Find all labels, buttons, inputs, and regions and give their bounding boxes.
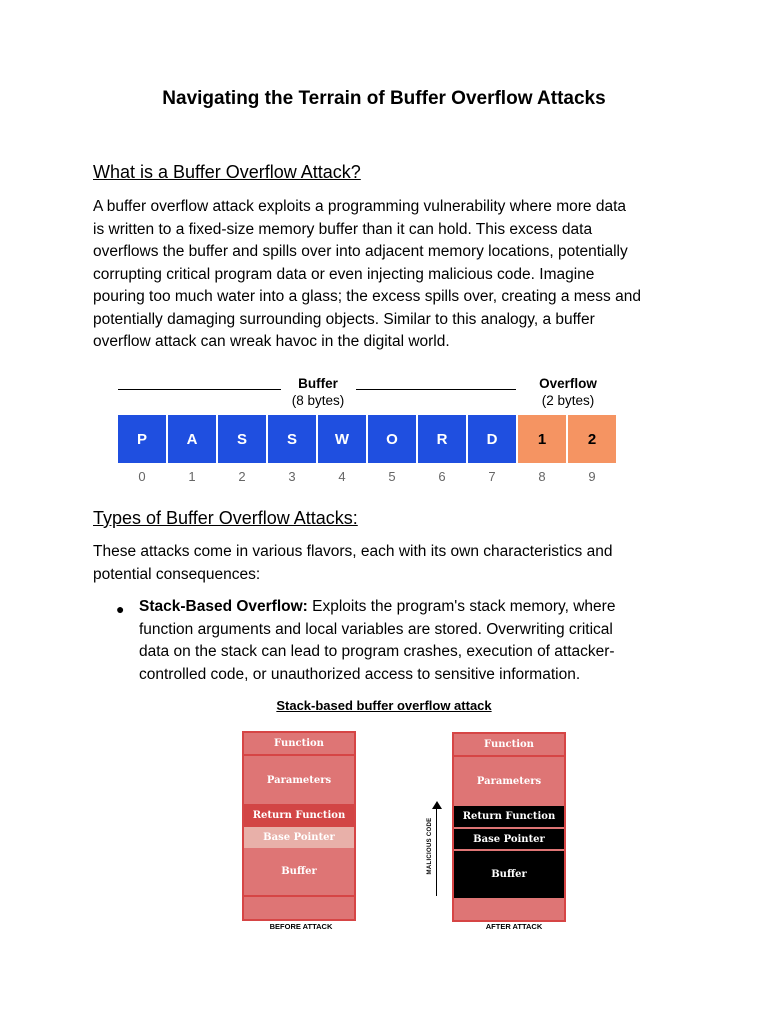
arrow-shaft [436,808,437,896]
cell-index: 0 [138,469,146,484]
bullet-stack-based: Stack-Based Overflow: Exploits the program's stack memory, where function arguments and local variables are stored. Overwriting critical data on the stack can lead to program crashes, execution of attacker- controlled code, or unauthorized access to sensitive information. [139,598,616,683]
cell-index: 6 [438,469,446,484]
buffer-rule-left [118,389,281,390]
bullet-icon: ● [116,601,125,617]
caption-before: BEFORE ATTACK [269,922,333,931]
caption-after: AFTER ATTACK [485,922,543,931]
stack-segment-parameters: Parameters [266,774,332,786]
stack-before [242,731,356,921]
buffer-cell: A [168,415,216,463]
cell-index: 8 [538,469,546,484]
buffer-cell: S [268,415,316,463]
buffer-cell: O [368,415,416,463]
overflow-cell: 1 [518,415,566,463]
buffer-cell: P [118,415,166,463]
stack-segment-base-pointer: Base Pointer [454,829,564,849]
buffer-size: (8 bytes) [291,393,345,408]
buffer-cell: S [218,415,266,463]
buffer-label: Buffer [298,376,338,391]
section-heading-what-is: What is a Buffer Overflow Attack? [93,162,361,182]
cell-index: 3 [288,469,296,484]
cell-index: 5 [388,469,396,484]
overflow-group-label [518,375,618,409]
intro-paragraph: A buffer overflow attack exploits a programming vulnerability where more data is written to a fixed-size memory buffer than it can hold. This excess data overflows the buffer and spills over into adjacent memory locations, potentially corrupting critical program data or even injecting malicious code. Imagine pouring too much water into a glass; the excess spills over, creating a mess and potentially damaging surrounding objects. Similar to this analogy, a buffer overflow attack can wreak havoc in the digital world. [93,198,641,350]
overflow-label: Overflow [539,376,597,391]
stack-segment-return: Return Function [244,804,354,827]
overflow-cell: 2 [568,415,616,463]
stack-segment-base-pointer: Base Pointer [244,827,354,848]
overflow-size: (2 bytes) [541,393,595,408]
section-heading-types: Types of Buffer Overflow Attacks: [93,508,358,528]
types-paragraph: These attacks come in various flavors, each with its own characteristics and potential consequences: [93,543,613,583]
buffer-cell: W [318,415,366,463]
stack-segment-function: Function [454,734,564,757]
stack-segment-buffer: Buffer [244,848,354,897]
cell-index: 9 [588,469,596,484]
stack-after [452,732,566,922]
stack-segment-function: Function [244,733,354,756]
stack-segment-parameters: Parameters [476,775,542,787]
arrow-up-icon [432,801,442,809]
cell-index: 1 [188,469,196,484]
page-title: Navigating the Terrain of Buffer Overflow Attacks [162,88,606,109]
cell-index: 7 [488,469,496,484]
buffer-cell: D [468,415,516,463]
buffer-rule-right [356,389,516,390]
figure-title: Stack-based buffer overflow attack [276,698,492,713]
cell-index: 4 [338,469,346,484]
cell-index: 2 [238,469,246,484]
stack-segment-return: Return Function [454,806,564,827]
buffer-group-label [268,375,368,409]
arrow-label: MALICIOUS CODE [427,817,433,875]
buffer-cell: R [418,415,466,463]
bullet-term: Stack-Based Overflow: [139,598,308,615]
stack-segment-buffer: Buffer [454,851,564,898]
